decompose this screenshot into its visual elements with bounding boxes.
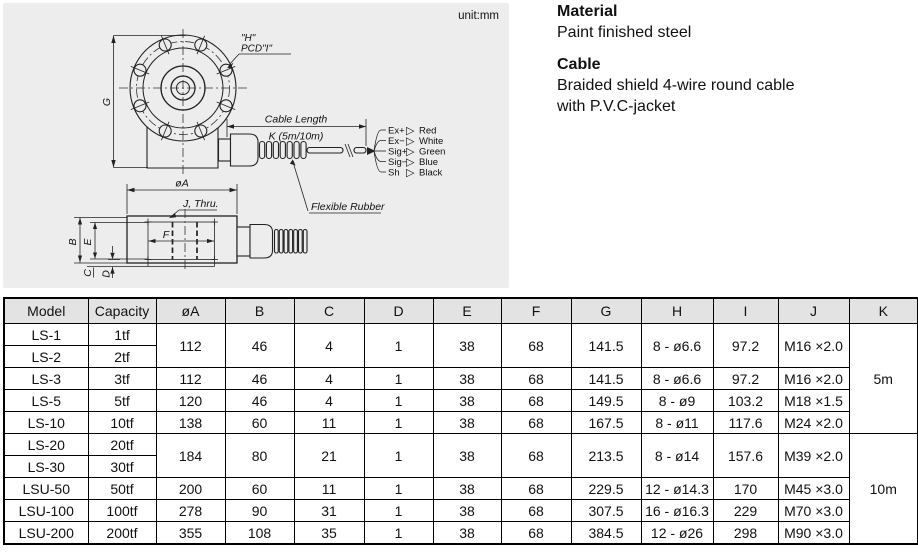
column-header: G bbox=[571, 298, 641, 324]
value-cell: 5m bbox=[849, 324, 918, 434]
value-cell: 1 bbox=[364, 522, 433, 545]
value-cell: 213.5 bbox=[571, 434, 641, 478]
value-cell: M70 ×3.0 bbox=[778, 500, 849, 522]
value-cell: 31 bbox=[294, 500, 364, 522]
value-cell: M24 ×2.0 bbox=[778, 412, 849, 434]
value-cell: 5tf bbox=[88, 390, 156, 412]
value-cell: 229 bbox=[713, 500, 778, 522]
header-row bbox=[4, 298, 918, 324]
value-cell: 68 bbox=[501, 412, 571, 434]
value-cell: 1 bbox=[364, 368, 433, 390]
column-header: H bbox=[641, 298, 713, 324]
model-cell: LSU-200 bbox=[4, 522, 88, 545]
hole-callout-line2: PCD"I" bbox=[241, 43, 272, 55]
wire-signal: Ex− bbox=[388, 136, 405, 147]
value-cell: 20tf bbox=[88, 434, 156, 456]
value-cell: 38 bbox=[433, 500, 501, 522]
value-cell: 38 bbox=[433, 522, 501, 545]
wire-signal: Sh bbox=[388, 167, 400, 179]
value-cell: 21 bbox=[294, 434, 364, 478]
technical-drawing bbox=[0, 0, 512, 292]
value-cell: 12 - ø26 bbox=[641, 522, 713, 545]
table-row bbox=[4, 324, 918, 346]
value-cell: 2tf bbox=[88, 346, 156, 368]
value-cell: 35 bbox=[294, 522, 364, 545]
table-row bbox=[4, 478, 918, 500]
value-cell: 1 bbox=[364, 478, 433, 500]
column-header: B bbox=[225, 298, 294, 324]
column-header: D bbox=[364, 298, 433, 324]
value-cell: 38 bbox=[433, 368, 501, 390]
value-cell: 112 bbox=[156, 368, 225, 390]
value-cell: 117.6 bbox=[713, 412, 778, 434]
value-cell: 68 bbox=[501, 368, 571, 390]
wire-color: White bbox=[419, 136, 444, 147]
cable-heading: Cable bbox=[557, 56, 601, 73]
table-row bbox=[4, 522, 918, 545]
value-cell: 97.2 bbox=[713, 324, 778, 368]
value-cell: 68 bbox=[501, 478, 571, 500]
value-cell: 46 bbox=[225, 368, 294, 390]
value-cell: 38 bbox=[433, 390, 501, 412]
value-cell: 1 bbox=[364, 390, 433, 412]
value-cell: 16 - ø16.3 bbox=[641, 500, 713, 522]
table-row bbox=[4, 500, 918, 522]
value-cell: 90 bbox=[225, 500, 294, 522]
specs-block bbox=[557, 1, 907, 117]
dim-label-B: B bbox=[67, 238, 79, 246]
material-body: Paint finished steel bbox=[557, 24, 692, 41]
cable-body-line2: with P.V.C-jacket bbox=[557, 98, 676, 115]
table-row bbox=[4, 412, 918, 434]
value-cell: 298 bbox=[713, 522, 778, 545]
wire-signal: Sig− bbox=[388, 157, 408, 168]
cable-body-line1: Braided shield 4-wire round cable bbox=[557, 77, 795, 94]
value-cell: 170 bbox=[713, 478, 778, 500]
value-cell: 141.5 bbox=[571, 324, 641, 368]
wire-color: Red bbox=[419, 125, 437, 137]
value-cell: 149.5 bbox=[571, 390, 641, 412]
hole-callout-line1: "H" bbox=[241, 33, 256, 44]
model-cell: LS-2 bbox=[4, 346, 88, 368]
wire-color: Green bbox=[419, 146, 446, 158]
value-cell: 184 bbox=[156, 434, 225, 478]
value-cell: 60 bbox=[225, 478, 294, 500]
value-cell: 8 - ø6.6 bbox=[641, 324, 713, 368]
model-cell: LS-20 bbox=[4, 434, 88, 456]
value-cell: 103.2 bbox=[713, 390, 778, 412]
value-cell: 4 bbox=[294, 368, 364, 390]
value-cell: 38 bbox=[433, 324, 501, 368]
model-cell: LS-10 bbox=[4, 412, 88, 434]
flexible-rubber-top bbox=[260, 142, 307, 159]
model-cell: LSU-100 bbox=[4, 500, 88, 522]
value-cell: 60 bbox=[225, 412, 294, 434]
value-cell: 11 bbox=[294, 412, 364, 434]
value-cell: 38 bbox=[433, 434, 501, 478]
value-cell: 38 bbox=[433, 478, 501, 500]
value-cell: 68 bbox=[501, 522, 571, 545]
value-cell: 138 bbox=[156, 412, 225, 434]
dim-label-G: G bbox=[101, 97, 113, 107]
cable bbox=[307, 148, 343, 154]
column-header: øA bbox=[156, 298, 225, 324]
value-cell: 355 bbox=[156, 522, 225, 545]
model-cell: LSU-50 bbox=[4, 478, 88, 500]
flexible-rubber-side bbox=[275, 230, 308, 254]
dim-label-diaA: øA bbox=[175, 177, 189, 190]
wire-color: Black bbox=[419, 167, 443, 179]
value-cell: M39 ×2.0 bbox=[778, 434, 849, 478]
value-cell: 200tf bbox=[88, 522, 156, 545]
value-cell: 10tf bbox=[88, 412, 156, 434]
column-header: J bbox=[778, 298, 849, 324]
value-cell: 384.5 bbox=[571, 522, 641, 545]
model-cell: LS-30 bbox=[4, 456, 88, 478]
column-header: K bbox=[849, 298, 918, 324]
wire-signal: Ex+ bbox=[388, 125, 405, 137]
value-cell: 100tf bbox=[88, 500, 156, 522]
value-cell: 10m bbox=[849, 434, 918, 545]
value-cell: 8 - ø14 bbox=[641, 434, 713, 478]
value-cell: 141.5 bbox=[571, 368, 641, 390]
value-cell: 68 bbox=[501, 434, 571, 478]
wire-signal: Sig+ bbox=[388, 146, 408, 158]
cable-k-label: K (5m/10m) bbox=[268, 130, 324, 143]
value-cell: 68 bbox=[501, 500, 571, 522]
value-cell: 1 bbox=[364, 324, 433, 368]
material-heading: Material bbox=[557, 3, 618, 20]
dimension-table bbox=[3, 297, 918, 545]
table-row bbox=[4, 434, 918, 456]
j-thru-label: J, Thru. bbox=[183, 198, 219, 210]
value-cell: 120 bbox=[156, 390, 225, 412]
dim-label-D: D bbox=[100, 270, 113, 278]
value-cell: 112 bbox=[156, 324, 225, 368]
wire-triangle-icon: ▷ bbox=[406, 167, 415, 179]
model-cell: LS-5 bbox=[4, 390, 88, 412]
value-cell: 46 bbox=[225, 324, 294, 368]
value-cell: M16 ×2.0 bbox=[778, 324, 849, 368]
column-header: F bbox=[501, 298, 571, 324]
value-cell: 12 - ø14.3 bbox=[641, 478, 713, 500]
value-cell: 1tf bbox=[88, 324, 156, 346]
value-cell: 11 bbox=[294, 478, 364, 500]
column-header: Model bbox=[4, 298, 88, 324]
value-cell: 307.5 bbox=[571, 500, 641, 522]
value-cell: M90 ×3.0 bbox=[778, 522, 849, 545]
model-cell: LS-1 bbox=[4, 324, 88, 346]
value-cell: M18 ×1.5 bbox=[778, 390, 849, 412]
value-cell: 167.5 bbox=[571, 412, 641, 434]
value-cell: 108 bbox=[225, 522, 294, 545]
value-cell: 1 bbox=[364, 412, 433, 434]
value-cell: 30tf bbox=[88, 456, 156, 478]
value-cell: 1 bbox=[364, 434, 433, 478]
value-cell: 68 bbox=[501, 324, 571, 368]
wire-triangle-icon: ▷ bbox=[406, 125, 415, 137]
wire-triangle-icon: ▷ bbox=[406, 135, 415, 148]
value-cell: 3tf bbox=[88, 368, 156, 390]
flexible-rubber-label: Flexible Rubber bbox=[311, 201, 385, 213]
column-header: Capacity bbox=[88, 298, 156, 324]
wire-triangle-icon: ▷ bbox=[406, 156, 415, 169]
value-cell: 38 bbox=[433, 412, 501, 434]
value-cell: 50tf bbox=[88, 478, 156, 500]
column-header: E bbox=[433, 298, 501, 324]
table-row bbox=[4, 368, 918, 390]
value-cell: 8 - ø6.6 bbox=[641, 368, 713, 390]
value-cell: M16 ×2.0 bbox=[778, 368, 849, 390]
value-cell: 1 bbox=[364, 500, 433, 522]
column-header: C bbox=[294, 298, 364, 324]
value-cell: 200 bbox=[156, 478, 225, 500]
value-cell: 46 bbox=[225, 390, 294, 412]
table-row bbox=[4, 390, 918, 412]
dim-label-C: C bbox=[82, 269, 94, 277]
dim-label-F: F bbox=[162, 229, 170, 241]
dim-label-E: E bbox=[82, 238, 94, 246]
value-cell: 278 bbox=[156, 500, 225, 522]
wire-triangle-icon: ▷ bbox=[406, 146, 415, 158]
value-cell: M45 ×3.0 bbox=[778, 478, 849, 500]
unit-label: unit:mm bbox=[458, 10, 499, 22]
column-header: I bbox=[713, 298, 778, 324]
value-cell: 97.2 bbox=[713, 368, 778, 390]
model-cell: LS-3 bbox=[4, 368, 88, 390]
value-cell: 4 bbox=[294, 390, 364, 412]
wire-color: Blue bbox=[419, 157, 439, 168]
cable-length-label: Cable Length bbox=[264, 113, 328, 126]
value-cell: 68 bbox=[501, 390, 571, 412]
value-cell: 157.6 bbox=[713, 434, 778, 478]
value-cell: 229.5 bbox=[571, 478, 641, 500]
value-cell: 8 - ø11 bbox=[641, 412, 713, 434]
value-cell: 80 bbox=[225, 434, 294, 478]
value-cell: 8 - ø9 bbox=[641, 390, 713, 412]
value-cell: 4 bbox=[294, 324, 364, 368]
